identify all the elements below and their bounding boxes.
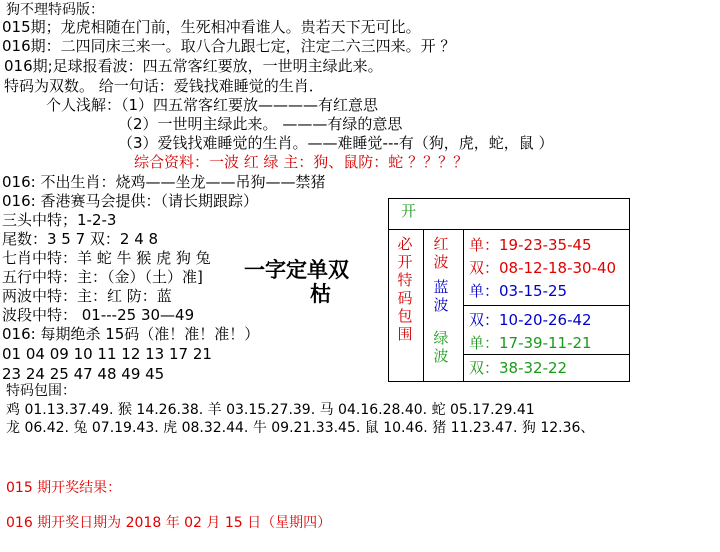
table-row: 双：08-12-18-30-40 <box>469 259 617 277</box>
list-item: 016: 不出生肖：烧鸡——坐龙——吊狗——禁猪 <box>2 173 326 191</box>
big-text-line-2: 枯 <box>310 282 331 306</box>
table-row: 单：03-15-25 <box>469 282 568 300</box>
line-015: 015期；龙虎相随在门前，生死相冲看谁人。贵若天下无可比。 <box>2 18 421 36</box>
list-item: 尾数：3 5 7 双：2 4 8 <box>2 230 159 248</box>
package-line-1: 鸡 01.13.37.49. 猴 14.26.38. 羊 03.15.27.39. 马 04.16.28.40. 蛇 05.17.29.41 <box>6 402 535 418</box>
list-item: 两波中特：主：红 防：蓝 <box>2 287 172 305</box>
page-title: 狗不理特码版： <box>6 2 104 18</box>
list-item: 01 04 09 10 11 12 13 17 21 <box>2 345 212 363</box>
personal-intro: 个人浅解：（1）四五常客红要放————有红意思 <box>46 96 379 114</box>
result-text: 015 期开奖结果： <box>6 480 122 496</box>
personal-item-3: （3）爱钱找难睡觉的生肖。——难睡觉---有（狗，虎，蛇，鼠 ） <box>118 134 554 152</box>
wave-blue-label: 蓝波 <box>433 278 449 314</box>
list-item: 波段中特： 01---25 30—49 <box>2 306 195 324</box>
package-title: 特码包围： <box>6 383 76 399</box>
wave-table <box>388 198 630 382</box>
list-item: 23 24 25 47 48 49 45 <box>2 365 165 383</box>
table-row: 单：17-39-11-21 <box>469 334 592 352</box>
table-header: 开 <box>401 202 417 220</box>
table-col-1: 必开特码包围 <box>397 235 413 343</box>
table-row: 单：19-23-35-45 <box>469 236 592 254</box>
table-row: 双：38-32-22 <box>469 359 568 377</box>
personal-summary: 综合资料：一波 红 绿 主：狗、鼠防：蛇 ？？？？ <box>134 153 469 171</box>
table-row: 双：10-20-26-42 <box>469 311 592 329</box>
list-item: 016: 香港赛马会提供：（请长期跟踪） <box>2 192 258 210</box>
line-016a: 016期：二四同床三来一。取八合九跟七定，注定二六三四来。开 ？ <box>2 37 456 55</box>
list-item: 五行中特：主：（金）（土）准] <box>2 268 203 286</box>
list-item: 三头中特；1-2-3 <box>2 211 117 229</box>
list-item: 七肖中特：羊 蛇 牛 猴 虎 狗 兔 <box>2 249 211 267</box>
wave-red-label: 红波 <box>433 235 449 271</box>
list-item: 016: 每期绝杀 15码（准！准！准！） <box>2 325 260 343</box>
big-text-line-1: 一字定单双 <box>244 258 349 282</box>
line-016b: 016期;足球报看波：四五常客红要放，一世明主绿此来。 <box>4 57 383 75</box>
wave-green-label: 绿波 <box>433 329 449 365</box>
date-text: 016 期开奖日期为 2018 年 02 月 15 日（星期四） <box>6 515 332 531</box>
package-line-2: 龙 06.42. 兔 07.19.43. 虎 08.32.44. 牛 09.21.33.45. 鼠 10.46. 猪 11.23.47. 狗 12.36、 <box>6 420 595 436</box>
personal-item-2: （2）一世明主绿此来。 ———有绿的意思 <box>118 115 403 133</box>
line-tema: 特码为双数。 给一句话：爱钱找难睡觉的生肖． <box>4 77 324 95</box>
